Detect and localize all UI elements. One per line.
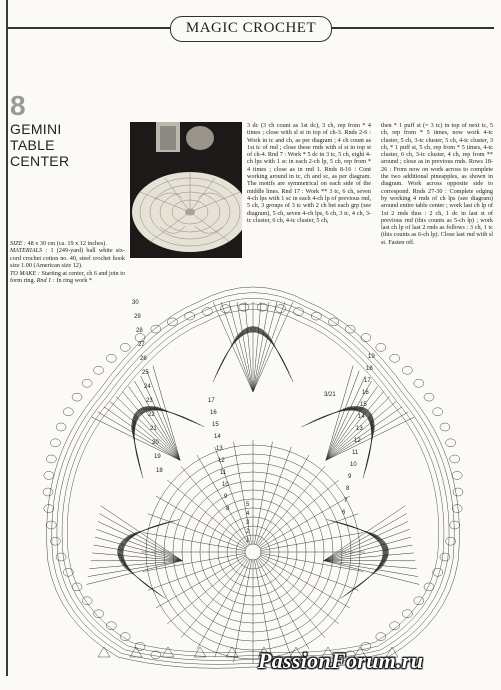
svg-text:22: 22 xyxy=(148,412,155,418)
rnd1-label: Rnd 1 : xyxy=(36,277,55,285)
svg-text:10: 10 xyxy=(350,462,357,468)
svg-text:16: 16 xyxy=(362,390,369,396)
svg-text:30: 30 xyxy=(132,300,139,306)
svg-text:12: 12 xyxy=(218,458,225,464)
svg-text:5: 5 xyxy=(246,502,250,508)
svg-text:26: 26 xyxy=(140,356,147,362)
pattern-number: 8 xyxy=(10,90,25,121)
svg-text:14: 14 xyxy=(358,414,365,420)
svg-text:11: 11 xyxy=(220,470,227,476)
materials-text: 1 (249-yard) ball white six-cord crochet cotton no. 40, steel crochet hook size 1.00 (American size 12). xyxy=(10,247,126,269)
svg-text:13: 13 xyxy=(356,426,363,432)
svg-text:29: 29 xyxy=(134,314,141,320)
svg-text:11: 11 xyxy=(352,450,359,456)
crochet-chart-diagram xyxy=(28,262,478,672)
svg-text:20: 20 xyxy=(152,440,159,446)
svg-text:4: 4 xyxy=(246,511,250,517)
svg-text:18: 18 xyxy=(366,366,373,372)
doily-photo-art xyxy=(130,122,242,258)
magazine-title: MAGIC CROCHET xyxy=(170,16,332,42)
watermark-logo: PassionForum.ru xyxy=(258,648,424,673)
svg-text:28: 28 xyxy=(136,328,143,334)
chart-linework xyxy=(43,287,463,668)
svg-text:16: 16 xyxy=(210,410,217,416)
pattern-name xyxy=(10,121,120,169)
svg-text:21: 21 xyxy=(150,426,157,432)
svg-text:6: 6 xyxy=(342,510,346,516)
svg-text:12: 12 xyxy=(354,438,361,444)
materials-label: MATERIALS : xyxy=(10,247,48,255)
size-label: SIZE : xyxy=(10,240,26,247)
svg-text:2: 2 xyxy=(246,529,250,535)
svg-text:27: 27 xyxy=(138,342,145,348)
size-text: 48 x 30 cm (ca. 19 x 12 inches). xyxy=(27,240,107,247)
svg-text:7: 7 xyxy=(344,498,348,504)
svg-text:13: 13 xyxy=(216,446,223,452)
svg-text:8: 8 xyxy=(226,506,230,512)
chart-round-labels xyxy=(132,300,375,544)
svg-text:23: 23 xyxy=(146,398,153,404)
svg-text:3: 3 xyxy=(246,520,250,526)
doily-photo xyxy=(130,122,242,258)
page-binding-edge xyxy=(6,0,8,676)
svg-text:24: 24 xyxy=(144,384,151,390)
svg-text:1: 1 xyxy=(246,538,250,544)
svg-text:19: 19 xyxy=(154,454,161,460)
svg-text:9: 9 xyxy=(348,474,352,480)
pattern-name-line2: TABLE xyxy=(10,137,55,153)
svg-text:17: 17 xyxy=(364,378,371,384)
svg-text:17: 17 xyxy=(208,398,215,404)
svg-text:8: 8 xyxy=(346,486,350,492)
pattern-name-line1: GEMINI xyxy=(10,121,62,137)
tomake-text: Starting at center, ch 6 and join to form ring. xyxy=(10,270,126,285)
rnd1-text: In ring work * xyxy=(56,277,92,285)
instructions-column-2: 3 dc (3 ch count as 1st dc), 3 ch, rep from * 4 times ; close with sl st in top of ch-3. Rnds 2-6 : Work in tc and ch, as per diagram ; 4 ch count as 1st tc of rnd ; close these rnds with sl st in top st of ch-4. Rnd 7 : Work * 5 dc in 3 tc, 5 ch, eight 4-ch lps with 1 sc in each 2-ch lp, 5 ch, rep from * 4 times ; close as in rnd 1. Rnds 8-16 : Cont working around in tc, ch and sc, as per diagram. The motifs are symmetrical on each side of the middle lines. Rnd 17 : Work ** 3 tc, 6 ch, seven 4-ch lps with 1 sc in each 4-ch lp of previous rnd, 5 ch, 3 groups of 3 tc with 2 ch bet each grp (see diagram), 5 ch, seven 4-ch lps, 6 ch, 3 tc, 4 ch, 3-tc cluster, 6 ch, 4-tc cluster, 5 ch, xyxy=(247,122,371,224)
svg-text:15: 15 xyxy=(212,422,219,428)
svg-text:18: 18 xyxy=(156,468,163,474)
tomake-label: TO MAKE : xyxy=(10,270,40,278)
instructions-column-3: then * 1 puff st (= 3 tc) in top of next tc, 5 ch, rep from * 5 times, now work 4-tc cluster, 5 ch, 3-tc cluster, 5 ch, 4-tc cluster, 3 ch, * 1 puff st, 5 ch, rep from * 5 times, 4-tc cluster, 6 ch, 3-tc cluster, 4 ch, rep from ** around ; close as in previous rnds. Rows 18-26 : From now on work across to complete the two additional pineapples, as shown in diagram. Work across opposite side to correspond. Rnds 27-30 : Complete edging by working 4 rnds of ch lps (see diagram) around entire table center ; work last ch lp of 1st 2 rnds thus : 2 ch, 1 dc in last st of previous rnd (this counts as 5-ch lp) ; work last ch lp of last 2 rnds as follows : 3 ch, 1 tc (this counts as 6-ch lp). Close last rnd with sl st. Fasten off. xyxy=(381,122,493,246)
svg-text:25: 25 xyxy=(142,370,149,376)
svg-text:19: 19 xyxy=(368,354,375,360)
svg-text:15: 15 xyxy=(360,402,367,408)
svg-text:10: 10 xyxy=(222,482,229,488)
svg-text:3/21: 3/21 xyxy=(324,392,336,398)
svg-text:14: 14 xyxy=(214,434,221,440)
pattern-name-line3: CENTER xyxy=(10,153,70,169)
svg-text:9: 9 xyxy=(224,494,228,500)
